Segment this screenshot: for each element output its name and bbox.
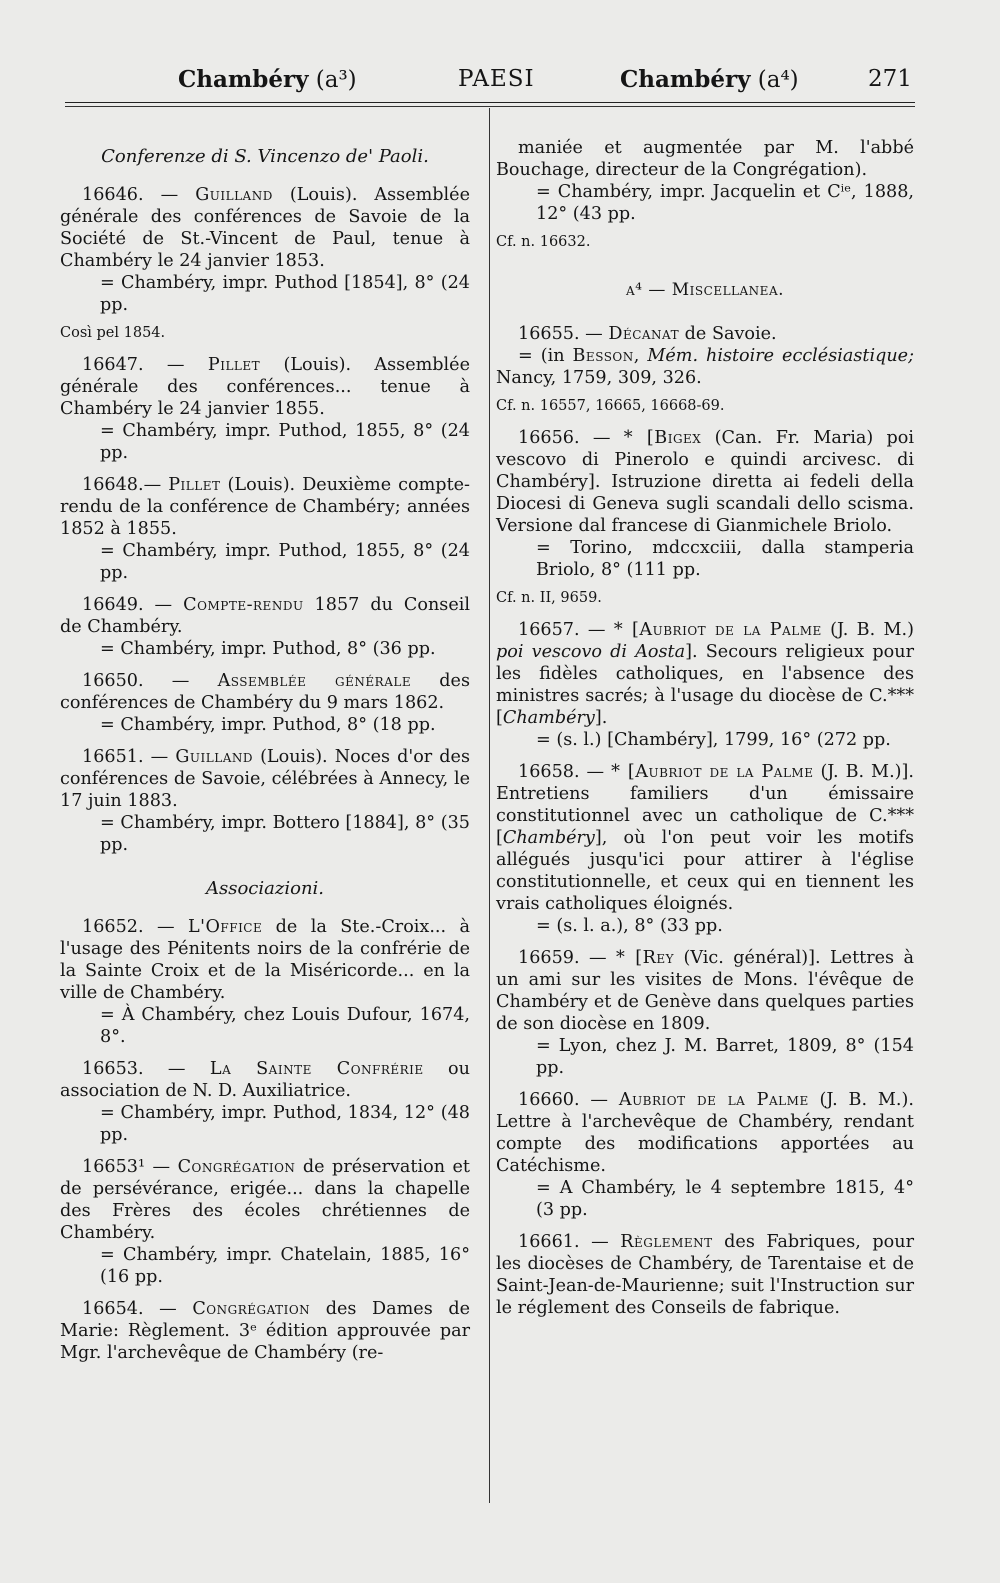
left-column <box>60 146 470 1364</box>
section-heading: Associazioni. <box>205 878 325 899</box>
entry-16656: 16656. — * [Bigex (Can. Fr. Maria) poi vescovo di Pinerolo e quindi arcivesc. di Chambéry]. Istruzione diretta ai fedeli della Diocesi di Geneva sugli scandali dello scisma. Versione dal francese di Gianmichele Briolo. = Torino, mdccxciii, dalla stamperia Briolo, 8° (111 pp. Cf. n. II, 9659. <box>496 428 915 606</box>
entry-16649: 16649. — Compte-rendu 1857 du Conseil de Chambéry. = Chambéry, impr. Puthod, 8° (36 pp. <box>60 595 470 659</box>
header-rule <box>65 102 915 103</box>
header-rule-thin <box>65 106 915 107</box>
header-right: Chambéry (a⁴) <box>620 66 799 93</box>
header-center: PAESI <box>458 66 535 92</box>
entry-16653-bis: 16653¹ — Congrégation de préservation et de persévérance, erigée... dans la chapelle des Frères des écoles chrétiennes de Chambéry. = Chambéry, impr. Chatelain, 1885, 16° (16 pp. <box>60 1157 471 1287</box>
section-heading: Conferenze di S. Vincenzo de' Paoli. <box>101 146 429 167</box>
entry-16651: 16651. — Guilland (Louis). Noces d'or des conférences de Savoie, célébrées à Annecy, le 17 juin 1883. = Chambéry, impr. Bottero [1884], 8° (35 pp. <box>60 747 471 855</box>
column-divider <box>489 108 490 1503</box>
page-number: 271 <box>868 66 912 92</box>
entry-16647: 16647. — Pillet (Louis). Assemblée générale des conférences... tenue à Chambéry le 24 janvier 1855. = Chambéry, impr. Puthod, 1855, 8° (24 pp. <box>60 355 470 463</box>
right-column <box>496 137 914 1319</box>
entry-16661: 16661. — Règlement des Fabriques, pour les diocèses de Chambéry, de Tarentaise et de Saint-Jean-de-Maurienne; suit l'Instruction sur le réglement des Conseils de fabrique. <box>496 1232 914 1318</box>
running-header <box>60 66 915 100</box>
entry-16657: 16657. — * [Aubriot de la Palme (J. B. M.) poi vescovo di Aosta]. Secours religieux pour les fidèles catholiques, en l'absence des ministres sacrés; à l'usage du diocèse de C.*** [Chambéry]. = (s. l.) [Chambéry], 1799, 16° (272 pp. <box>496 620 914 750</box>
section-heading: a⁴ — Miscellanea. <box>625 280 785 300</box>
header-left: Chambéry (a³) <box>178 66 357 93</box>
entry-16648: 16648.— Pillet (Louis). Deuxième compte-rendu de la conférence de Chambéry; années 1852 à 1855. = Chambéry, impr. Puthod, 1855, 8° (24 pp. <box>60 475 470 583</box>
entry-16660: 16660. — Aubriot de la Palme (J. B. M.). Lettre à l'archevêque de Chambéry, rendant compte des modifications apportées au Catéchisme. = A Chambéry, le 4 septembre 1815, 4° (3 pp. <box>496 1090 914 1220</box>
entry-16658: 16658. — * [Aubriot de la Palme (J. B. M.)]. Entretiens familiers d'un émissaire constitutionnel avec un catholique de C.*** [Chambéry], où l'on peut voir les motifs allégués jusqu'ici pour attirer à l'église constitutionnelle, et ceux qui en tiennent les vrais catholiques éloignés. = (s. l. a.), 8° (33 pp. <box>496 762 914 936</box>
entry-16654: 16654. — Congrégation des Dames de Marie: Règlement. 3ᵉ édition approuvée par Mgr. l'archevêque de Chambéry (re- <box>60 1299 470 1363</box>
entry-16646: 16646. — Guilland (Louis). Assemblée générale des conférences de Savoie de la Société de St.-Vincent de Paul, tenue à Chambéry le 24 janvier 1853. = Chambéry, impr. Puthod [1854], 8° (24 pp. Così pel 1854. <box>60 185 471 341</box>
entry-16655: 16655. — Décanat de Savoie. = (in Besson, Mém. histoire ecclésiastique; Nancy, 1759, 309, 326. Cf. n. 16557, 16665, 16668-69. <box>496 324 915 414</box>
entry-16653: 16653. — La Sainte Confrérie ou association de N. D. Auxiliatrice. = Chambéry, impr. Puthod, 1834, 12° (48 pp. <box>60 1059 470 1145</box>
entry-16654-continued: maniée et augmentée par M. l'abbé Bouchage, directeur de la Congrégation). = Chambéry, impr. Jacquelin et Cⁱᵉ, 1888, 12° (43 pp. Cf. n. 16632. <box>496 138 914 250</box>
entry-16650: 16650. — Assemblée générale des conférences de Chambéry du 9 mars 1862. = Chambéry, impr. Puthod, 8° (18 pp. <box>60 671 470 735</box>
entry-16659: 16659. — * [Rey (Vic. général)]. Lettres à un ami sur les visites de Mons. l'évêque de Chambéry et de Genève dans quelques parties de son diocèse en 1809. = Lyon, chez J. M. Barret, 1809, 8° (154 pp. <box>496 948 915 1078</box>
entry-16652: 16652. — L'Office de la Ste.-Croix... à l'usage des Pénitents noirs de la confrérie de la Sainte Croix et de la Miséricorde... en la ville de Chambéry. = À Chambéry, chez Louis Dufour, 1674, 8°. <box>60 917 471 1047</box>
